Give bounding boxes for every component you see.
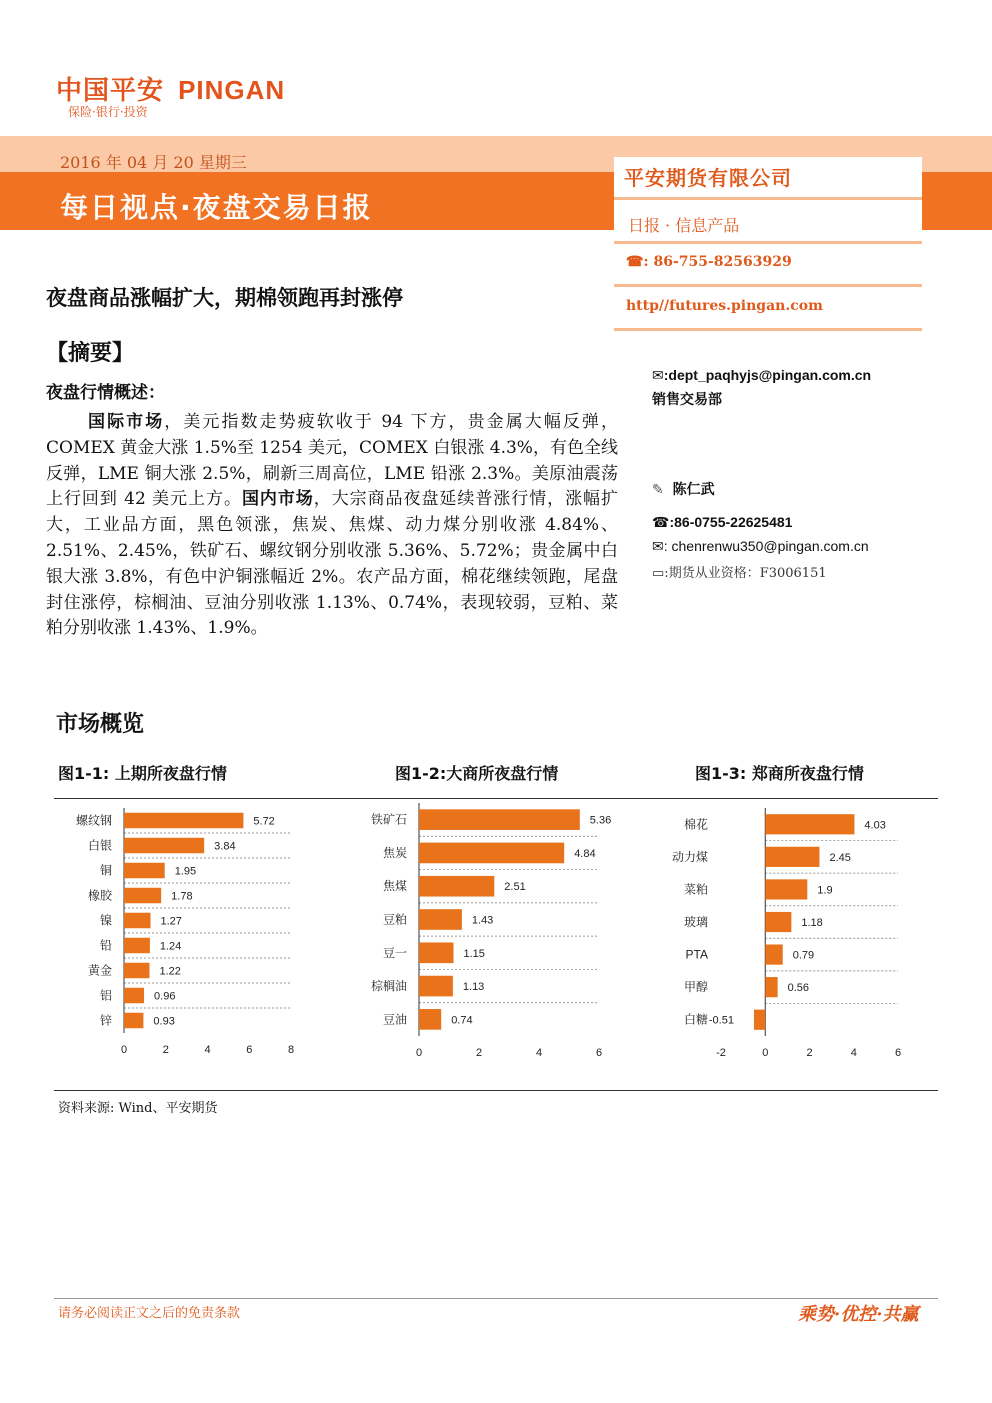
logo-cn: 中国平安 — [56, 76, 165, 106]
intl-market-label: 国际市场 — [86, 412, 165, 432]
category-label: 黄金 — [87, 963, 112, 978]
bar — [765, 814, 854, 834]
bar — [765, 879, 807, 899]
category-label: 菜粕 — [683, 882, 708, 897]
bar — [765, 977, 777, 997]
value-label: 4.03 — [864, 819, 886, 832]
tick-label: 4 — [204, 1044, 211, 1056]
slogan: 乘势·优控·共赢 — [798, 1304, 919, 1325]
phone-icon: ☎ — [652, 514, 670, 530]
tick-label: 2 — [806, 1047, 813, 1059]
value-label: 0.93 — [153, 1015, 175, 1028]
bar — [124, 888, 161, 904]
pen-icon: ✎ — [652, 482, 664, 498]
bar — [124, 913, 151, 929]
tick-label: 6 — [595, 1047, 603, 1059]
logo-en: PINGAN — [178, 75, 286, 105]
analyst — [652, 479, 715, 499]
bar — [765, 847, 819, 867]
mail-icon: ✉ — [652, 367, 664, 383]
tick-label: 6 — [246, 1044, 253, 1056]
report-date: 2016 年 04 月 20 星期三 — [60, 153, 247, 172]
value-label: 1.27 — [160, 915, 182, 928]
analyst-name: 陈仁武 — [672, 482, 715, 498]
category-label: 动力煤 — [671, 849, 708, 864]
domestic-market-label: 国内市场 — [241, 489, 314, 510]
qualification-value: 期货从业资格：F3006151 — [668, 566, 827, 581]
category-label: 棉花 — [683, 817, 708, 832]
category-label: 白糖 — [683, 1012, 708, 1027]
tick-label: 0 — [415, 1047, 423, 1059]
category-label: 螺纹钢 — [75, 813, 112, 828]
category-label: 铁矿石 — [370, 812, 407, 827]
analyst-phone-value: 86-0755-22625481 — [674, 514, 793, 530]
value-label: 1.78 — [171, 890, 193, 903]
bar — [765, 912, 791, 932]
charts-bottom-rule — [54, 1090, 938, 1091]
tick-label: 0 — [120, 1044, 128, 1056]
value-label: 0.79 — [792, 949, 815, 962]
value-label: 0.74 — [451, 1014, 473, 1027]
bar — [419, 1009, 441, 1030]
domestic-market-text: ，大宗商品夜盘延续普涨行情，涨幅扩大，工业品方面，黑色领涨，焦炭、焦煤、动力煤分别收涨 4.84%、2.51%、2.45%，铁矿石、螺纹钢分别收涨 5.36%、5.72%；贵金属中白银大涨 3.8%，有色中沪铜涨幅近 2%。农产品方面，棉花继续领跑，尾盘封住涨停，棕榈油、豆油分别收涨 1.13%、0.74%，表现较弱，豆粕、菜粕分别收涨 1.43%、1.9%。 — [46, 489, 618, 639]
category-label: 铝 — [99, 988, 112, 1003]
bar — [419, 843, 564, 864]
value-label: 1.18 — [801, 917, 823, 929]
tick-label: 0 — [762, 1047, 769, 1059]
book-icon: ▭ — [652, 566, 665, 581]
category-label: 豆一 — [382, 945, 407, 960]
abstract-label: 【摘要】 — [46, 341, 135, 366]
analyst-email[interactable]: ✉: chenrenwu350@pingan.com.cn — [652, 538, 869, 554]
chart-dce — [350, 800, 630, 1070]
category-label: 焦煤 — [382, 879, 407, 894]
tick-label: 4 — [850, 1047, 857, 1059]
value-label: 1.9 — [817, 884, 833, 897]
tick-label: 4 — [535, 1047, 543, 1059]
department: 销售交易部 — [652, 392, 722, 408]
value-label: 1.43 — [471, 914, 494, 927]
bar — [124, 988, 144, 1004]
value-label: 1.13 — [462, 981, 485, 994]
mail-icon: ✉ — [652, 538, 664, 554]
category-label: 铅 — [99, 938, 112, 953]
chart-czce — [650, 800, 930, 1070]
bar — [124, 938, 150, 954]
value-label: 0.56 — [787, 982, 810, 995]
category-label: 锌 — [99, 1013, 112, 1028]
bar — [419, 976, 453, 997]
tick-label: 6 — [894, 1047, 902, 1059]
charts-top-rule — [54, 798, 938, 799]
category-label: 甲醇 — [683, 980, 708, 995]
category-label: 镍 — [99, 913, 112, 928]
bar — [124, 838, 204, 854]
analyst-email-value: chenrenwu350@pingan.com.cn — [671, 538, 869, 554]
data-source: 资料来源: Wind、平安期货 — [58, 1101, 218, 1116]
headline: 夜盘商品涨幅扩大，期棉领跑再封涨停 — [46, 286, 403, 310]
overview-heading: 夜盘行情概述： — [46, 383, 165, 403]
value-label: 3.84 — [214, 840, 236, 853]
intl-market-text: ，美元指数走势疲软收于 94 下方，贵金属大幅反弹，COMEX 黄金大涨 1.5%至 1254 美元，COMEX 白银涨 4.3%，有色全线反弹，LME 铜大涨 2.5%，刷新三周高位，LME 铅涨 2.3%。美原油震荡上行回到 42 美元上方。 — [46, 412, 618, 510]
category-label: 棕榈油 — [370, 979, 407, 994]
value-label: 5.72 — [253, 815, 275, 828]
company-phone-value: 86-755-82563929 — [653, 254, 792, 270]
bar — [124, 813, 243, 829]
value-label: 1.24 — [159, 940, 182, 953]
overview-paragraph — [46, 410, 618, 642]
bar — [124, 863, 165, 879]
company-url[interactable]: http//futures.pingan.com — [626, 298, 823, 314]
value-label: 5.36 — [589, 814, 612, 827]
analyst-phone: ☎:86-0755-22625481 — [652, 514, 793, 530]
bar — [419, 909, 462, 930]
bar — [419, 942, 454, 963]
value-label: 2.45 — [829, 851, 851, 864]
report-title: 每日视点·夜盘交易日报 — [60, 191, 373, 224]
fig3-title: 图1-3: 郑商所夜盘行情 — [695, 764, 864, 783]
value-label: 1.95 — [174, 865, 197, 878]
tick-label: 8 — [287, 1044, 295, 1056]
category-label: 铜 — [99, 863, 112, 878]
category-label: 豆油 — [382, 1012, 407, 1027]
value-label: 0.96 — [154, 990, 176, 1003]
bar — [765, 944, 782, 964]
tick-label: -2 — [716, 1047, 726, 1059]
value-label: 1.15 — [463, 947, 485, 960]
dept-email-value: dept_paqhyjs@pingan.com.cn — [668, 367, 872, 383]
tick-label: 2 — [162, 1044, 169, 1056]
bar — [419, 809, 580, 830]
category-label: 玻璃 — [683, 915, 708, 929]
value-label: 1.22 — [159, 965, 181, 978]
fig1-title: 图1-1: 上期所夜盘行情 — [58, 764, 227, 783]
qualification: ▭:期货从业资格：F3006151 — [652, 566, 827, 581]
dept-email[interactable]: ✉:dept_paqhyjs@pingan.com.cn — [652, 367, 872, 383]
disclaimer-note: 请务必阅读正文之后的免责条款 — [58, 1306, 241, 1321]
company-name: 平安期货有限公司 — [624, 166, 792, 190]
logo-tagline: 保险·银行·投资 — [68, 105, 148, 119]
category-label: 白银 — [87, 838, 112, 853]
value-label: 2.51 — [504, 881, 526, 894]
bar — [419, 876, 494, 897]
value-label: -0.51 — [708, 1014, 734, 1027]
bar — [754, 1010, 765, 1030]
fig2-title: 图1-2:大商所夜盘行情 — [395, 764, 559, 783]
report-type: 日报 · 信息产品 — [628, 216, 740, 235]
company-phone — [626, 254, 792, 270]
footer-rule — [54, 1298, 938, 1299]
phone-icon: ☎: — [626, 254, 649, 270]
category-label: 橡胶 — [87, 888, 112, 903]
market-heading: 市场概览 — [56, 712, 145, 737]
category-label: 焦炭 — [382, 845, 407, 860]
category-label: PTA — [685, 947, 708, 962]
logo — [56, 70, 285, 107]
bar — [124, 1013, 143, 1029]
chart-shfe — [54, 800, 314, 1070]
value-label: 4.84 — [574, 847, 596, 860]
category-label: 豆粕 — [382, 912, 407, 927]
bar — [124, 963, 149, 979]
tick-label: 2 — [475, 1047, 483, 1059]
